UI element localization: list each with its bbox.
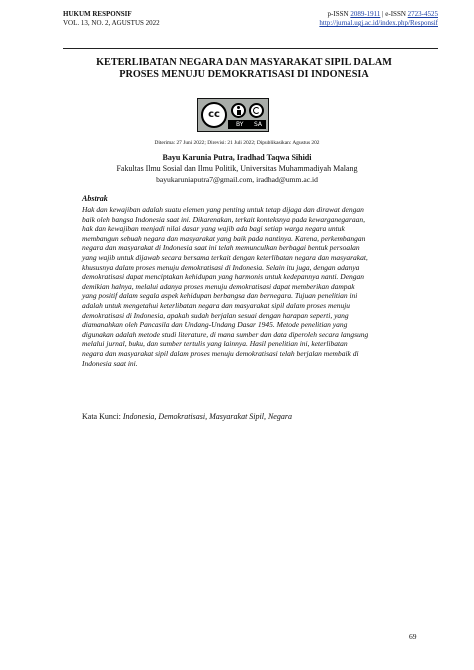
pissn-link[interactable]: 2089-1911 (350, 10, 381, 18)
eissn-link[interactable]: 2723-4525 (407, 10, 438, 18)
abstract-line: demokratisasi di Indonesia, apakah sudah berjalan sesuai dengan harapan seperti, yang (82, 310, 349, 320)
abstract-line: yang positif dalam segala aspek kehidupan berbangsa dan bernegara. Tujuan penelitian ini (82, 291, 358, 301)
journal-header-right (319, 10, 438, 28)
header-divider (63, 48, 438, 49)
cc-by-sa-license-badge[interactable] (197, 98, 269, 132)
pissn-label: p-ISSN (327, 10, 351, 18)
abstract-line: membangun sebuah negara dan masyarakat yang baik pada nantinya. Karena, perkembangan (82, 233, 366, 243)
abstract-line: negara dan masyarakat sipil dalam proses menuju demokratisasi telah berjalan membaik di (82, 348, 359, 358)
issn-line (319, 10, 438, 19)
title-line: KETERLIBATAN NEGARA DAN MASYARAKAT SIPIL DALAM (96, 57, 392, 68)
publication-dates: Diterima: 27 Juni 2022; Direvisi: 21 Juli 2022; Dipublikasikan: Agustus 202 (154, 140, 320, 146)
keywords-value: Indonesia, Demokratisasi, Masyarakat Sipil, Negara (122, 412, 292, 421)
author-emails: bayukaruniaputra7@gmail.com, iradhad@umm.ac.id (156, 175, 318, 184)
license-sa-label: SA (254, 121, 263, 128)
share-alike-icon (249, 103, 264, 118)
abstract-line: khususnya dalam proses menuju demokratisasi di Indonesia. Selain itu juga, dengan adanya (82, 262, 360, 272)
abstract-line: melalui jurnal, buku, dan sumber tertulis yang lainnya. Hasil penelitian ini, keterlibatan (82, 339, 348, 349)
abstract-line: demokratisasi dapat menciptakan kehidupan yang harmonis untuk kedepannya nanti. Dengan (82, 272, 365, 282)
keywords-label: Kata Kunci: (82, 412, 123, 421)
abstract-heading: Abstrak (82, 194, 108, 203)
journal-url-link[interactable]: http://jurnal.ugj.ac.id/index.php/Responsif (319, 19, 438, 27)
author-affiliation: Fakultas Ilmu Sosial dan Ilmu Politik, Universitas Muhammadiyah Malang (116, 164, 358, 173)
abstract-line: demikian halnya, melalui adanya proses menuju demokratisasi dapat memberikan dampak (82, 281, 355, 291)
keywords (82, 412, 292, 422)
abstract-body (82, 205, 414, 368)
abstract-line: negara dan masyarakat di Indonesia saat ini telah memunculkan berbagai bentuk persoalan (82, 243, 360, 253)
attribution-icon (231, 103, 246, 118)
eissn-label: | e-ISSN (380, 10, 408, 18)
journal-name: HUKUM RESPONSIF (63, 10, 132, 18)
abstract-line: adalah untuk mengetahui keterlibatan negara dan masyarakat sipil dalam proses menuju (82, 300, 351, 310)
title-line: PROSES MENUJU DEMOKRATISASI DI INDONESIA (119, 69, 369, 80)
article-title (50, 57, 438, 81)
abstract-line: diamanahkan oleh Pancasila dan Undang-Undang Dasar 1945. Metode penelitian yang (82, 320, 348, 330)
abstract-line: yang wajib untuk dijawab secara bersama terkait dengan keterlibatan negara dan masyarakat, (82, 252, 368, 262)
abstract-line: hak dan kewajiban menjadi nilai dasar yang wajib ada bagi setiap warga negara untuk (82, 224, 345, 234)
abstract-line: digunakan adalah metode studi literature, di mana sumber dan data diperoleh secara langsung (82, 329, 369, 339)
license-by-label: BY (236, 121, 244, 128)
journal-volume: VOL. 13, NO. 2, AGUSTUS 2022 (63, 19, 160, 27)
author-names: Bayu Karunia Putra, Iradhad Taqwa Sihidi (162, 153, 312, 162)
abstract-line: baik oleh bangsa Indonesia saat ini. Dikarenakan, terkait konteksnya pada kewarganegaraan, (82, 214, 365, 224)
abstract-line: Indonesia saat ini. (82, 358, 138, 368)
journal-header-left (63, 10, 160, 28)
page-number: 69 (409, 632, 417, 641)
creative-commons-icon: cc (201, 102, 227, 128)
abstract-line: Hak dan kewajiban adalah suatu elemen yang penting untuk tetap dijaga dan dirawat dengan (82, 205, 364, 214)
